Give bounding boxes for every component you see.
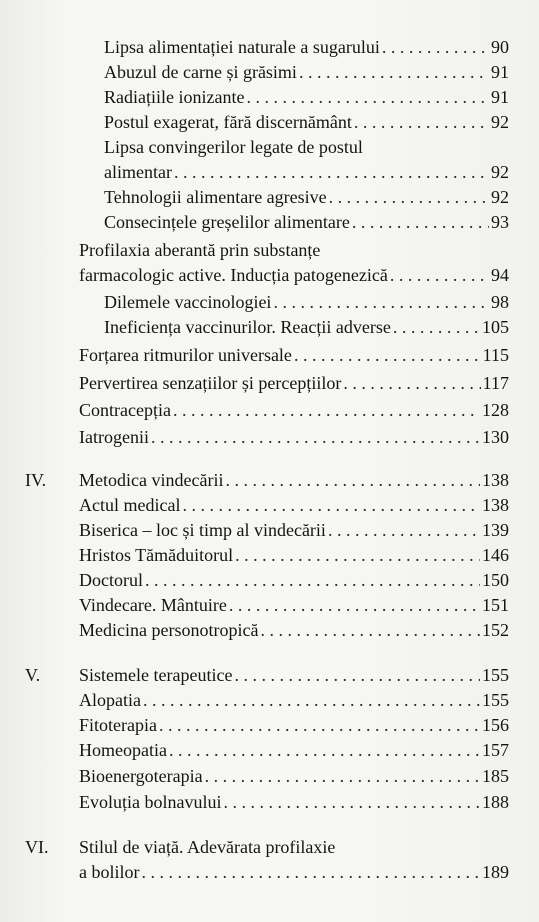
toc-entry-title: Postul exagerat, fără discernământ [104, 112, 352, 132]
toc-page-number: 155 [482, 690, 509, 710]
toc-entry[interactable] [104, 292, 509, 312]
leader-dots [145, 570, 480, 590]
toc-entry[interactable] [79, 792, 509, 812]
toc-page-number: 93 [491, 212, 509, 232]
toc-page-number: 139 [482, 520, 509, 540]
toc-page-number: 185 [482, 766, 509, 786]
toc-page-number: 92 [491, 187, 509, 207]
toc-entry-title: farmacologic active. Inducția patogenezică [79, 265, 388, 285]
toc-page-number: 115 [482, 345, 509, 365]
leader-dots [393, 317, 480, 337]
toc-entry[interactable] [104, 137, 509, 182]
toc-page-number: 98 [491, 292, 509, 312]
toc-entry-title: Homeopatia [79, 740, 167, 760]
toc-page-number: 138 [482, 470, 509, 490]
toc-entry-title: Hristos Tămăduitorul [79, 545, 234, 565]
toc-entry-title: Medicina personotropică [79, 620, 259, 640]
leader-dots [143, 690, 480, 710]
toc-entry-title: Iatrogenii [79, 427, 149, 447]
leader-dots [174, 162, 489, 182]
toc-page-number: 189 [482, 862, 509, 882]
toc-page-number: 138 [482, 495, 509, 515]
toc-entry[interactable] [79, 545, 509, 565]
toc-entry-title: Contracepția [79, 400, 171, 420]
leader-dots [343, 373, 480, 393]
toc-entry[interactable] [79, 520, 509, 540]
toc-entry[interactable] [79, 715, 509, 735]
toc-entry[interactable] [79, 495, 509, 515]
toc-chapter-entry[interactable] [79, 837, 509, 882]
toc-entry-title: Biserica – loc și timp al vindecării [79, 520, 326, 540]
toc-entry-title: a bolilor [79, 862, 140, 882]
leader-dots [390, 265, 489, 285]
toc-entry-title: Tehnologii alimentare agresive [104, 187, 327, 207]
toc-entry[interactable] [79, 345, 509, 365]
toc-entry[interactable] [79, 740, 509, 760]
toc-entry-title: Actul medical [79, 495, 181, 515]
toc-entry[interactable] [79, 690, 509, 710]
toc-entry-title: Doctorul [79, 570, 143, 590]
leader-dots [382, 37, 489, 57]
toc-page-number: 155 [482, 665, 509, 685]
leader-dots [173, 400, 480, 420]
leader-dots [294, 345, 481, 365]
leader-dots [223, 792, 480, 812]
toc-entry-title-line1: Stilul de viață. Adevărata profilaxie [79, 837, 336, 857]
toc-entry[interactable] [79, 400, 509, 420]
toc-page-number: 91 [491, 87, 509, 107]
toc-entry[interactable] [104, 112, 509, 132]
toc-chapter-entry[interactable] [79, 470, 509, 490]
toc-page-number: 157 [482, 740, 509, 760]
leader-dots [352, 212, 489, 232]
leader-dots [151, 427, 480, 447]
toc-page-number: 105 [482, 317, 509, 337]
leader-dots [273, 292, 489, 312]
toc-entry[interactable] [79, 595, 509, 615]
toc-page-number: 130 [482, 427, 509, 447]
toc-entry-title: alimentar [104, 162, 172, 182]
toc-entry-title: Bioenergoterapia [79, 766, 203, 786]
leader-dots [229, 595, 480, 615]
toc-entry-title-line1: Profilaxia aberantă prin substanțe [79, 240, 321, 260]
toc-entry-title: Metodica vindecării [79, 470, 224, 490]
toc-page-number: 151 [482, 595, 509, 615]
toc-entry[interactable] [104, 62, 509, 82]
toc-page-number: 152 [482, 620, 509, 640]
toc-entry[interactable] [104, 87, 509, 107]
toc-page-number: 92 [491, 112, 509, 132]
toc-entry-title: Consecințele greșelilor alimentare [104, 212, 350, 232]
toc-entry-title: Abuzul de carne și grăsimi [104, 62, 297, 82]
toc-entry[interactable] [104, 187, 509, 207]
leader-dots [329, 187, 489, 207]
leader-dots [225, 470, 480, 490]
leader-dots [159, 715, 480, 735]
toc-entry[interactable] [79, 620, 509, 640]
toc-entry-title: Ineficiența vaccinurilor. Reacții adverse [104, 317, 391, 337]
toc-page-number: 146 [482, 545, 509, 565]
chapter-numeral: IV. [25, 470, 47, 490]
toc-entry-title: Sistemele terapeutice [79, 665, 233, 685]
toc-entry-title-line1: Lipsa convingerilor legate de postul [104, 137, 363, 157]
leader-dots [235, 545, 480, 565]
toc-entry[interactable] [79, 373, 509, 393]
toc-page-number: 156 [482, 715, 509, 735]
toc-entry-title: Forțarea ritmurilor universale [79, 345, 292, 365]
toc-page-number: 128 [482, 400, 509, 420]
toc-entry[interactable] [79, 240, 509, 285]
leader-dots [260, 620, 480, 640]
toc-page-number: 92 [491, 162, 509, 182]
toc-page-number: 91 [491, 62, 509, 82]
toc-page-number: 94 [491, 265, 509, 285]
toc-entry-title: Alopatia [79, 690, 141, 710]
toc-page-number: 90 [491, 37, 509, 57]
leader-dots [142, 862, 481, 882]
toc-entry[interactable] [79, 766, 509, 786]
toc-entry[interactable] [79, 570, 509, 590]
toc-entry[interactable] [79, 427, 509, 447]
toc-page-number: 150 [482, 570, 509, 590]
toc-entry-title: Evoluția bolnavului [79, 792, 222, 812]
leader-dots [205, 766, 480, 786]
leader-dots [354, 112, 489, 132]
chapter-numeral: VI. [25, 837, 49, 857]
toc-entry-title: Fitoterapia [79, 715, 157, 735]
toc-entry[interactable] [104, 37, 509, 57]
toc-entry-title: Radiațiile ionizante [104, 87, 245, 107]
toc-entry[interactable] [104, 317, 509, 337]
toc-entry-title: Pervertirea senzațiilor și percepțiilor [79, 373, 342, 393]
toc-entry-title: Vindecare. Mântuire [79, 595, 227, 615]
leader-dots [328, 520, 480, 540]
leader-dots [182, 495, 480, 515]
toc-entry-title: Dilemele vaccinologiei [104, 292, 272, 312]
toc-page-number: 188 [482, 792, 509, 812]
chapter-numeral: V. [25, 665, 41, 685]
leader-dots [246, 87, 489, 107]
toc-page-number: 117 [482, 373, 509, 393]
leader-dots [299, 62, 489, 82]
toc-entry-title: Lipsa alimentației naturale a sugarului [104, 37, 380, 57]
leader-dots [234, 665, 480, 685]
leader-dots [169, 740, 480, 760]
toc-entry[interactable] [104, 212, 509, 232]
toc-chapter-entry[interactable] [79, 665, 509, 685]
